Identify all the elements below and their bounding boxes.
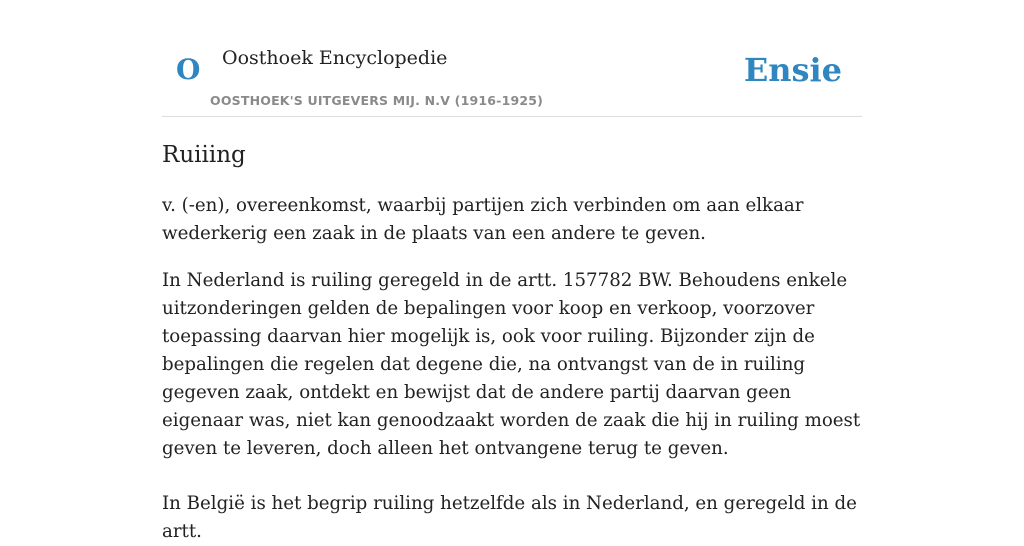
article-paragraph: In België is het begrip ruiling hetzelfde als in Nederland, en geregeld in de artt. xyxy=(162,493,857,542)
article-paragraph: In Nederland is ruiling geregeld in de artt. 157782 BW. Behoudens enkele uitzonderingen gelden de bepalingen voor koop en verkoop, voorzover toepassing daarvan hier mogelijk is, ook voor ruiling. Bijzonder zijn de bepalingen die regelen dat degene die, na ontvangst van de in ruiling gegeven zaak, ontdekt en bewijst dat de andere partij daarvan geen eigenaar was, niet kan genoodzaakt worden de zaak die hij in ruiling moest geven te leveren, doch alleen het ontvangene terug te geven. xyxy=(162,270,861,459)
book-subtitle: OOSTHOEK'S UITGEVERS MIJ. N.V (1916-1925) xyxy=(210,93,544,108)
book-title-link[interactable]: Oosthoek Encyclopedie xyxy=(222,47,448,69)
ensie-logo-link[interactable]: Ensie xyxy=(743,51,842,89)
book-header xyxy=(162,0,862,117)
page xyxy=(162,0,862,542)
book-logo[interactable]: O xyxy=(176,53,201,86)
article-paragraph: v. (-en), overeenkomst, waarbij partijen zich verbinden om aan elkaar wederkerig een zaak in de plaats van een andere te geven. xyxy=(162,195,804,244)
article-title: Ruiiing xyxy=(162,142,246,168)
